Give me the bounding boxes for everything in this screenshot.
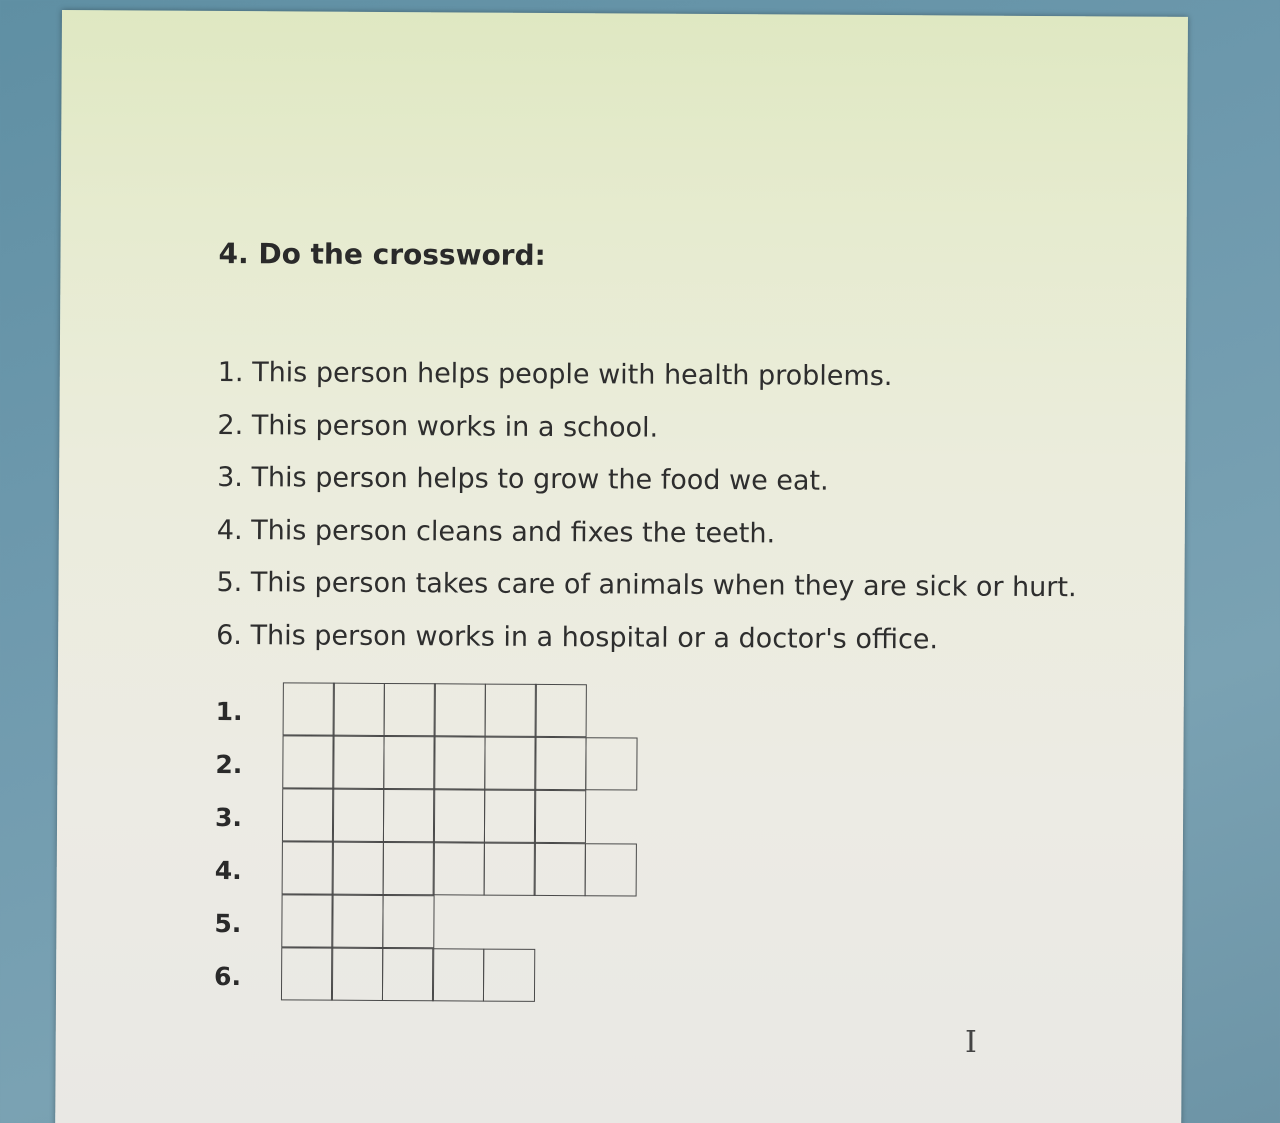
crossword-cell[interactable] [433, 736, 485, 789]
clue-item: 2. This person works in a school. [217, 409, 659, 444]
clue-list [216, 347, 1078, 668]
crossword-cell[interactable] [331, 947, 383, 1000]
row-cells [283, 842, 637, 896]
crossword-cell[interactable] [382, 788, 434, 841]
crossword-cell[interactable] [433, 789, 485, 842]
crossword-cell[interactable] [483, 842, 535, 895]
clue-item: 4. This person cleans and fixes the teeth. [216, 514, 776, 550]
exercise-heading: 4. Do the crossword: [218, 236, 546, 272]
crossword-cell[interactable] [534, 789, 586, 842]
crossword-cell[interactable] [282, 682, 334, 735]
crossword-cell[interactable] [584, 843, 636, 896]
clue-item: 6. This person works in a hospital or a doctor's office. [216, 619, 939, 656]
crossword-cell[interactable] [281, 788, 333, 841]
crossword-grid [214, 683, 243, 1001]
crossword-cell[interactable] [483, 789, 535, 842]
crossword-cell[interactable] [433, 842, 485, 895]
crossword-cell[interactable] [332, 735, 384, 788]
crossword-cell[interactable] [484, 736, 536, 789]
row-cells [283, 789, 586, 842]
crossword-cell[interactable] [282, 735, 334, 788]
crossword-cell[interactable] [535, 683, 587, 736]
crossword-cell[interactable] [331, 894, 383, 947]
crossword-cell[interactable] [484, 683, 536, 736]
row-number: 3. [214, 802, 243, 833]
crossword-cell[interactable] [383, 682, 435, 735]
crossword-cell[interactable] [332, 788, 384, 841]
crossword-cell[interactable] [281, 841, 333, 894]
crossword-cell[interactable] [432, 948, 484, 1001]
worksheet-page [55, 10, 1188, 1123]
crossword-cell[interactable] [280, 947, 332, 1000]
clue-item: 3. This person helps to grow the food we eat. [217, 462, 829, 497]
row-number: 1. [215, 696, 243, 727]
row-cells [282, 895, 434, 947]
row-number: 4. [214, 855, 242, 886]
clue-item: 5. This person takes care of animals when they are sick or hurt. [216, 567, 1077, 604]
row-number: 6. [214, 961, 242, 992]
crossword-cell[interactable] [434, 683, 486, 736]
clue-item: 1. This person helps people with health problems. [217, 356, 893, 393]
crossword-cell[interactable] [482, 948, 534, 1001]
crossword-cell[interactable] [534, 842, 586, 895]
row-cells [283, 736, 637, 790]
crossword-cell[interactable] [381, 947, 433, 1000]
crossword-cell[interactable] [332, 841, 384, 894]
row-cells [284, 683, 587, 736]
crossword-cell[interactable] [382, 894, 434, 947]
text-cursor-icon: I [965, 1025, 977, 1060]
crossword-cell[interactable] [383, 735, 435, 788]
crossword-cell[interactable] [534, 736, 586, 789]
crossword-cell[interactable] [333, 682, 385, 735]
crossword-cell[interactable] [382, 841, 434, 894]
row-number: 5. [214, 908, 242, 939]
row-cells [282, 948, 535, 1001]
crossword-cell[interactable] [281, 894, 333, 947]
row-number: 2. [215, 749, 243, 780]
crossword-cell[interactable] [585, 737, 637, 790]
